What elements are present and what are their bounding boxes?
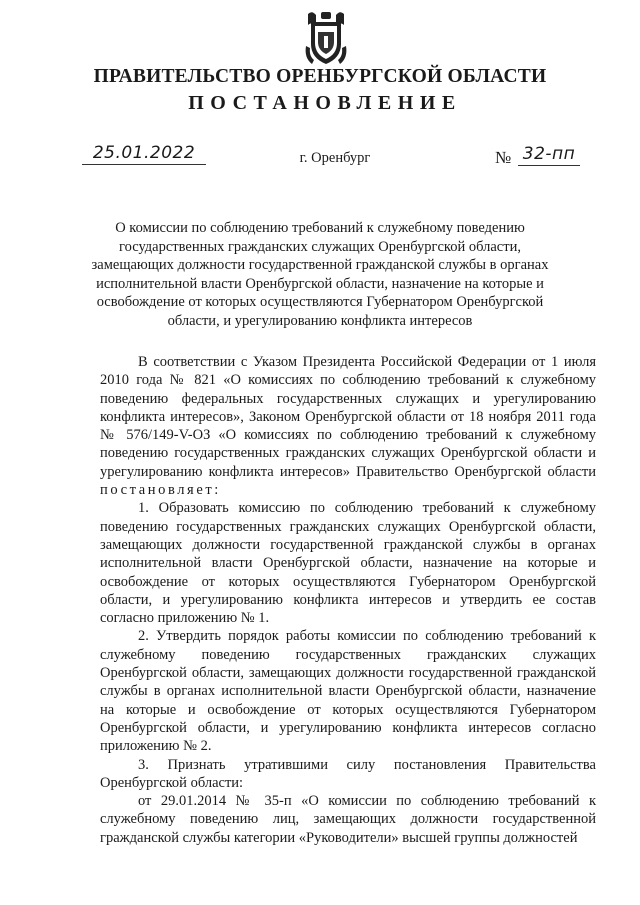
decree-number: 32-пп [518,144,580,166]
paragraph-4: от 29.01.2014 № 35-п «О комиссии по соблюдению требований к служебному поведению лиц, замещающих должности государственной гражданской службы категории «Руководители» высшей группы должностей [100,793,596,846]
decree-body [100,353,596,847]
paragraph-2: 2. Утвердить порядок работы комиссии по соблюдению требований к служебному поведению государственных гражданских служащих Оренбургской области, замещающих должности государственной гражданской службы в органах исполнительной власти Оренбургской области, назначение на которые и освобождение от которых осуществляются Губернатором Оренбургской области, и урегулированию конфликта интересов согласно приложению № 2. [100,628,596,755]
resolves-word: постановляет: [100,482,221,499]
decree-subject: О комиссии по соблюдению требований к служебному поведению государственных гражданских служащих Оренбургской области, замещающих должности государственной гражданской службы в органах исполнительной власти Оренбургской области, назначение на которые и освобождение от которых осуществляются Губернатором Оренбургской области, и урегулированию конфликта интересов [91,220,549,329]
coat-of-arms-icon [302,10,350,68]
paragraph-3: 3. Признать утратившими силу постановления Правительства Оренбургской области: [100,756,596,791]
decree-date: 25.01.2022 [82,143,206,165]
preamble-paragraph [100,353,596,499]
government-name: ПРАВИТЕЛЬСТВО ОРЕНБУРГСКОЙ ОБЛАСТИ [93,66,547,87]
preamble-text: В соответствии с Указом Президента Российской Федерации от 1 июля 2010 года № 821 «О комиссиях по соблюдению требований к служебному поведению федеральных государственных служащих и урегулированию конфликта интересов», Законом Оренбургской области от 18 ноября 2011 года № 576/149-V-ОЗ «О комиссиях по соблюдению требований к служебному поведению государственных гражданских служащих Оренбургской области и урегулированию конфликта интересов» Правительство Оренбургской области [100,354,596,480]
paragraph-1: 1. Образовать комиссию по соблюдению требований к служебному поведению государственных гражданских служащих Оренбургской области, замещающих должности государственной гражданской службы в органах исполнительной власти Оренбургской области, назначение на которые и освобождение от которых осуществляются Губернатором Оренбургской области, и урегулированию конфликта интересов и утвердить ее состав согласно приложению № 1. [100,500,596,627]
decree-city: г. Оренбург [299,150,371,166]
document-type: ПОСТАНОВЛЕНИЕ [188,92,462,114]
number-label: № [495,148,512,167]
